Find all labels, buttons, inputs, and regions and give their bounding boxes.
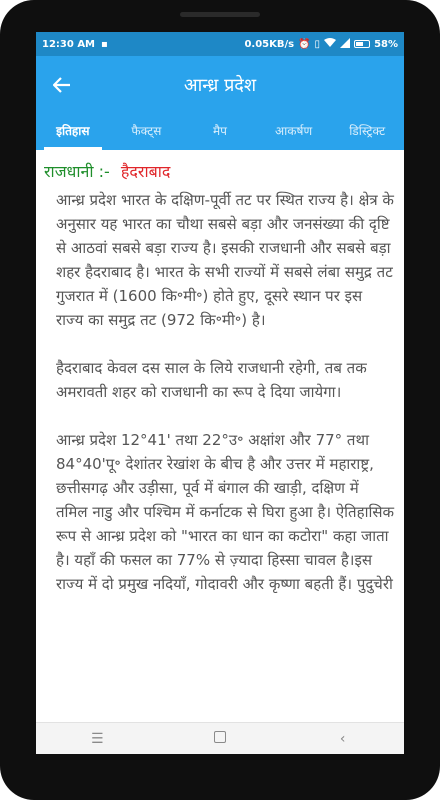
- tab-map[interactable]: मैप: [212, 124, 227, 138]
- capital-row: [36, 150, 404, 188]
- capital-label: राजधानी :-: [44, 162, 110, 181]
- history-paragraph-2: हैदराबाद केवल दस साल के लिये राजधानी रहेगी, तब तक अमरावती शहर को राजधानी का रूप दे दिया जायेगा।: [56, 359, 367, 401]
- arrow-left-icon: [53, 77, 71, 93]
- tab-history[interactable]: इतिहास: [36, 114, 110, 150]
- status-time: 12:30 AM: [42, 38, 96, 50]
- tab-facts[interactable]: फैक्ट्स: [131, 124, 162, 138]
- status-left: [42, 39, 108, 50]
- square-icon: [214, 731, 226, 743]
- page-title: आन्ध्र प्रदेश: [183, 75, 257, 96]
- history-paragraph-1: आन्ध्र प्रदेश भारत के दक्षिण-पूर्वी तट पर स्थित राज्य है। क्षेत्र के अनुसार यह भारत का चौथा सबसे बड़ा और जनसंख्या की दृष्टि से आठवां सबसे बड़ा राज्य है। इसकी राजधानी और सबसे बड़ा शहर हैदराबाद है। भारत के सभी राज्यों में सबसे लंबा समुद्र तट गुजरात में (1600 कि॰मी॰) होते हुए, दूसरे स्थान पर इस राज्य का समुद्र तट (972 कि॰मी॰) है।: [56, 191, 394, 329]
- network-speed: 0.05KB/s: [244, 38, 295, 50]
- screen: [36, 32, 404, 754]
- system-nav-bar: [36, 722, 404, 754]
- battery-percent: 58%: [374, 38, 398, 50]
- battery-icon: [354, 40, 370, 48]
- app-bar: [36, 56, 404, 114]
- capital-value: हैदराबाद: [120, 162, 171, 181]
- status-bar: [36, 32, 404, 56]
- alarm-icon: ⏰: [298, 38, 311, 50]
- signal-icon: [340, 38, 350, 51]
- notification-icon: ▪: [101, 38, 108, 50]
- tab-attractions[interactable]: आकर्षण: [275, 124, 313, 138]
- home-button[interactable]: [200, 731, 240, 747]
- menu-icon[interactable]: ☰: [91, 731, 104, 747]
- back-button[interactable]: [36, 56, 88, 114]
- wifi-icon: [324, 38, 336, 51]
- earpiece: [180, 12, 260, 17]
- status-right: [244, 38, 398, 51]
- vibrate-icon: ▯: [314, 38, 321, 50]
- content-scroll[interactable]: [36, 150, 404, 722]
- back-nav-icon[interactable]: ‹: [339, 731, 346, 747]
- history-paragraph-3: आन्ध्र प्रदेश 12°41' तथा 22°उ॰ अक्षांश और 77° तथा 84°40'पू॰ देशांतर रेखांश के बीच है और उत्तर में महाराष्ट्र, छत्तीसगढ़ और उड़ीसा, पूर्व में बंगाल की खाड़ी, दक्षिण में तमिल नाडु और पश्चिम में कर्नाटक से घिरा हुआ है। ऐतिहासिक रूप से आन्ध्र प्रदेश को "भारत का धान का कटोरा" कहा जाता है। यहाँ की फसल का 77% से ज़्यादा हिस्सा चावल है।इस राज्य में दो प्रमुख नदियाँ, गोदावरी और कृष्णा बहती हैं। पुदुचेरी: [56, 431, 395, 593]
- tab-districts[interactable]: डिस्ट्रिक्ट: [349, 124, 386, 138]
- tab-bar: [36, 114, 404, 150]
